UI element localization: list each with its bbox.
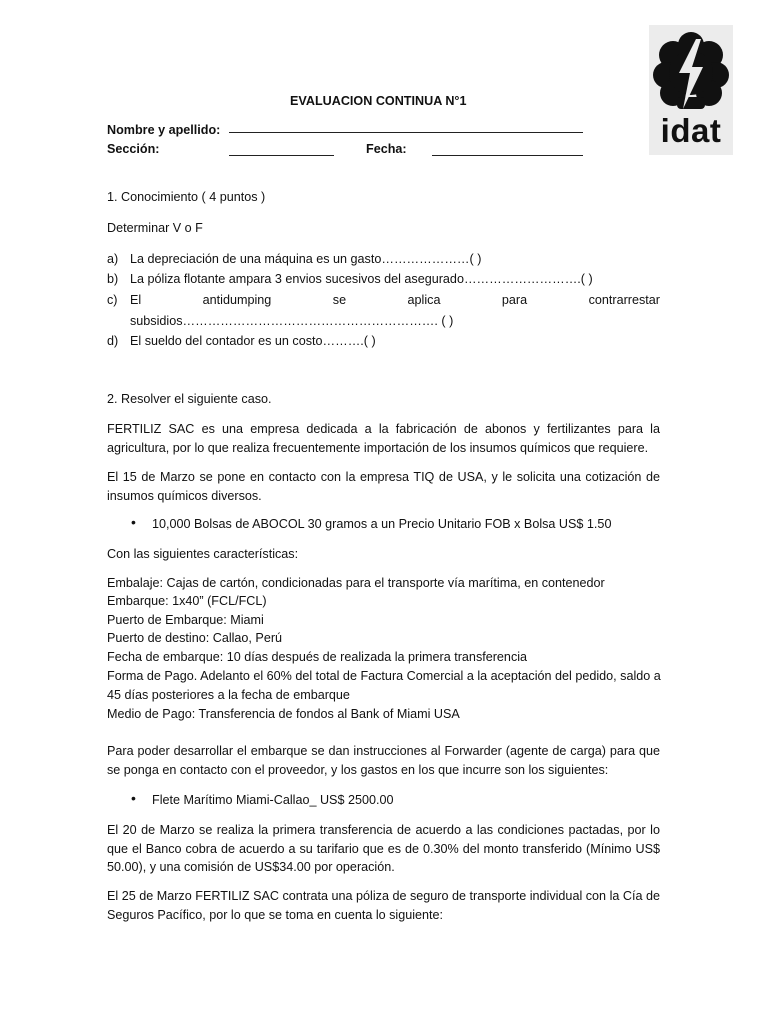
product-bullet: 10,000 Bolsas de ABOCOL 30 gramos a un Precio Unitario FOB x Bolsa US$ 1.50: [152, 517, 612, 531]
item-b-text: La póliza flotante ampara 3 envios sucesivos del asegurado……………………….( ): [130, 272, 593, 286]
instruction-text: Determinar V o F: [107, 221, 203, 235]
name-label: Nombre y apellido:: [107, 123, 221, 137]
item-a-text: La depreciación de una máquina es un gasto…………………( ): [130, 252, 482, 266]
case-paragraph-4: El 20 de Marzo se realiza la primera transferencia de acuerdo a las condiciones pactadas, por lo que el Banco cobra de acuerdo a su tarifario que es de 0.30% del monto transferido (Mínimo US$ 50.00), y una comisión de US$34.00 por operación.: [107, 823, 660, 874]
item-d-marker: d): [107, 334, 119, 348]
item-c-marker: c): [107, 293, 118, 307]
item-c-word: para: [501, 293, 528, 307]
item-c-word: contrarrestar: [588, 293, 660, 307]
section-label: Sección:: [107, 142, 160, 156]
page-title: EVALUACION CONTINUA N°1: [290, 94, 467, 108]
item-c-word: se: [332, 293, 347, 307]
item-c-continuation: subsidios……………………………………………………. ( ): [130, 314, 454, 328]
date-label: Fecha:: [366, 142, 407, 156]
item-c-text: [130, 291, 660, 309]
characteristic-line: Fecha de embarque: 10 días después de realizada la primera transferencia: [107, 650, 528, 664]
case-paragraph-3: Para poder desarrollar el embarque se dan instrucciones al Forwarder (agente de carga) para que se ponga en contacto con el proveedor, y los gastos en los que incurre son los siguientes:: [107, 744, 660, 777]
date-field-line[interactable]: [432, 155, 583, 156]
idat-logo: [649, 25, 733, 155]
characteristic-line: Puerto de Embarque: Miami: [107, 613, 264, 627]
item-c-word: aplica: [407, 293, 441, 307]
characteristic-line: Embarque: 1x40” (FCL/FCL): [107, 594, 267, 608]
section-2-heading: 2. Resolver el siguiente caso.: [107, 392, 272, 406]
case-paragraph-1: FERTILIZ SAC es una empresa dedicada a la fabricación de abonos y fertilizantes para la agricultura, por lo que realiza frecuentemente importación de los insumos químicos que requiere.: [107, 422, 660, 455]
item-d-text: El sueldo del contador es un costo……….( ): [130, 334, 376, 348]
name-field-line[interactable]: [229, 132, 583, 133]
case-paragraph-5: El 25 de Marzo FERTILIZ SAC contrata una póliza de seguro de transporte individual con la Cía de Seguros Pacífico, por lo que se toma en cuenta lo siguiente:: [107, 889, 660, 922]
section-1-heading: 1. Conocimiento ( 4 puntos ): [107, 190, 266, 204]
item-b-marker: b): [107, 272, 119, 286]
freight-bullet: Flete Marítimo Miami-Callao_ US$ 2500.00: [152, 793, 394, 807]
case-paragraph-2: El 15 de Marzo se pone en contacto con la empresa TIQ de USA, y le solicita una cotización de insumos químicos diversos.: [107, 470, 660, 503]
characteristic-line: Medio de Pago: Transferencia de fondos al Bank of Miami USA: [107, 707, 460, 721]
characteristic-line: 45 días posteriores a la fecha de embarque: [107, 688, 350, 702]
characteristic-line: Embalaje: Cajas de cartón, condicionadas para el transporte vía marítima, en contenedor: [107, 576, 605, 590]
bullet-icon: •: [131, 514, 136, 530]
item-c-word: El: [130, 293, 142, 307]
characteristics-heading: Con las siguientes características:: [107, 547, 299, 561]
logo-text: idat: [660, 112, 722, 149]
characteristic-line: Forma de Pago. Adelanto el 60% del total de Factura Comercial a la aceptación del pedido, saldo a: [107, 669, 661, 683]
section-field-line[interactable]: [229, 155, 334, 156]
bullet-icon: •: [131, 790, 136, 806]
item-a-marker: a): [107, 252, 119, 266]
item-c-word: antidumping: [202, 293, 272, 307]
characteristic-line: Puerto de destino: Callao, Perú: [107, 631, 283, 645]
